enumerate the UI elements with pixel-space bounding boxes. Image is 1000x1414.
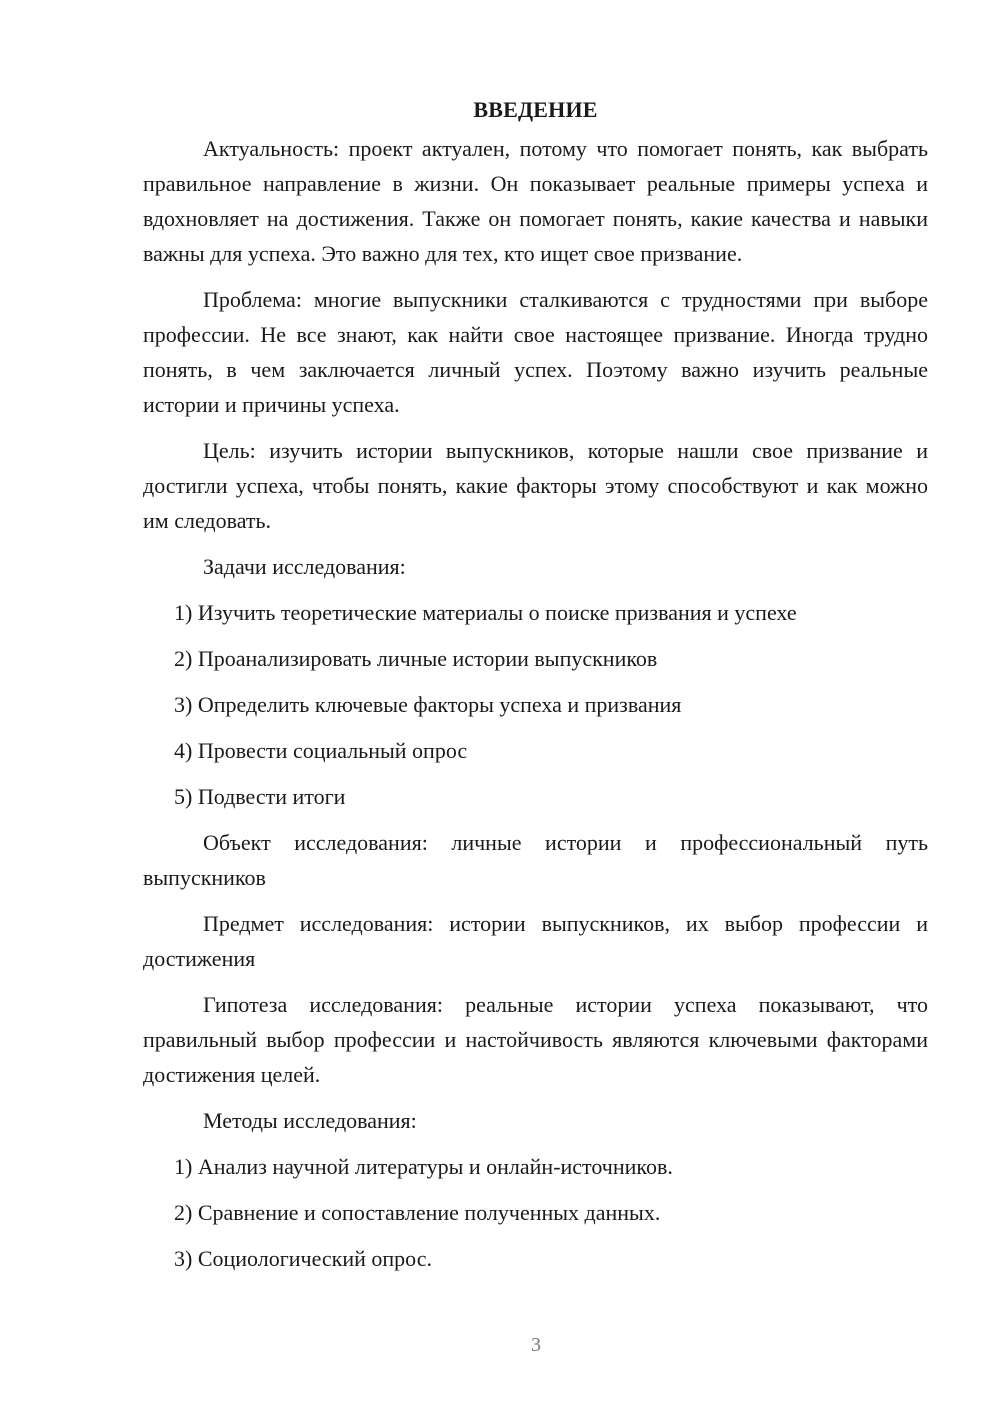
task-item: 1) Изучить теоретические материалы о поиске призвания и успехе bbox=[174, 600, 797, 625]
method-item: 3) Социологический опрос. bbox=[174, 1246, 432, 1271]
paragraph-hypothesis: Гипотеза исследования: реальные истории успеха показывают, что правильный выбор профессии и настойчивость являются ключевыми факторами достижения целей. bbox=[143, 992, 928, 1087]
task-item: 5) Подвести итоги bbox=[174, 784, 346, 809]
methods-heading: Методы исследования: bbox=[203, 1108, 417, 1133]
page-title: ВВЕДЕНИЕ bbox=[473, 97, 598, 122]
paragraph-goal: Цель: изучить истории выпускников, которые нашли свое призвание и достигли успеха, чтобы понять, какие факторы этому способствуют и как можно им следовать. bbox=[143, 438, 928, 533]
methods-list bbox=[143, 1149, 928, 1276]
tasks-list bbox=[143, 595, 928, 814]
method-item: 1) Анализ научной литературы и онлайн-источников. bbox=[174, 1154, 673, 1179]
method-item: 2) Сравнение и сопоставление полученных данных. bbox=[174, 1200, 661, 1225]
document-page bbox=[143, 95, 928, 1276]
task-item: 3) Определить ключевые факторы успеха и призвания bbox=[174, 692, 682, 717]
task-item: 2) Проанализировать личные истории выпускников bbox=[174, 646, 658, 671]
page-number: 3 bbox=[531, 1334, 541, 1356]
tasks-heading: Задачи исследования: bbox=[203, 554, 406, 579]
paragraph-subject: Предмет исследования: истории выпускников, их выбор профессии и достижения bbox=[143, 911, 928, 971]
paragraph-object: Объект исследования: личные истории и профессиональный путь выпускников bbox=[143, 830, 928, 890]
paragraph-relevance: Актуальность: проект актуален, потому что помогает понять, как выбрать правильное направление в жизни. Он показывает реальные примеры успеха и вдохновляет на достижения. Также он помогает понять, какие качества и навыки важны для успеха. Это важно для тех, кто ищет свое призвание. bbox=[143, 136, 928, 266]
paragraph-problem: Проблема: многие выпускники сталкиваются с трудностями при выборе профессии. Не все знают, как найти свое настоящее призвание. Иногда трудно понять, в чем заключается личный успех. Поэтому важно изучить реальные истории и причины успеха. bbox=[143, 287, 928, 417]
task-item: 4) Провести социальный опрос bbox=[174, 738, 468, 763]
